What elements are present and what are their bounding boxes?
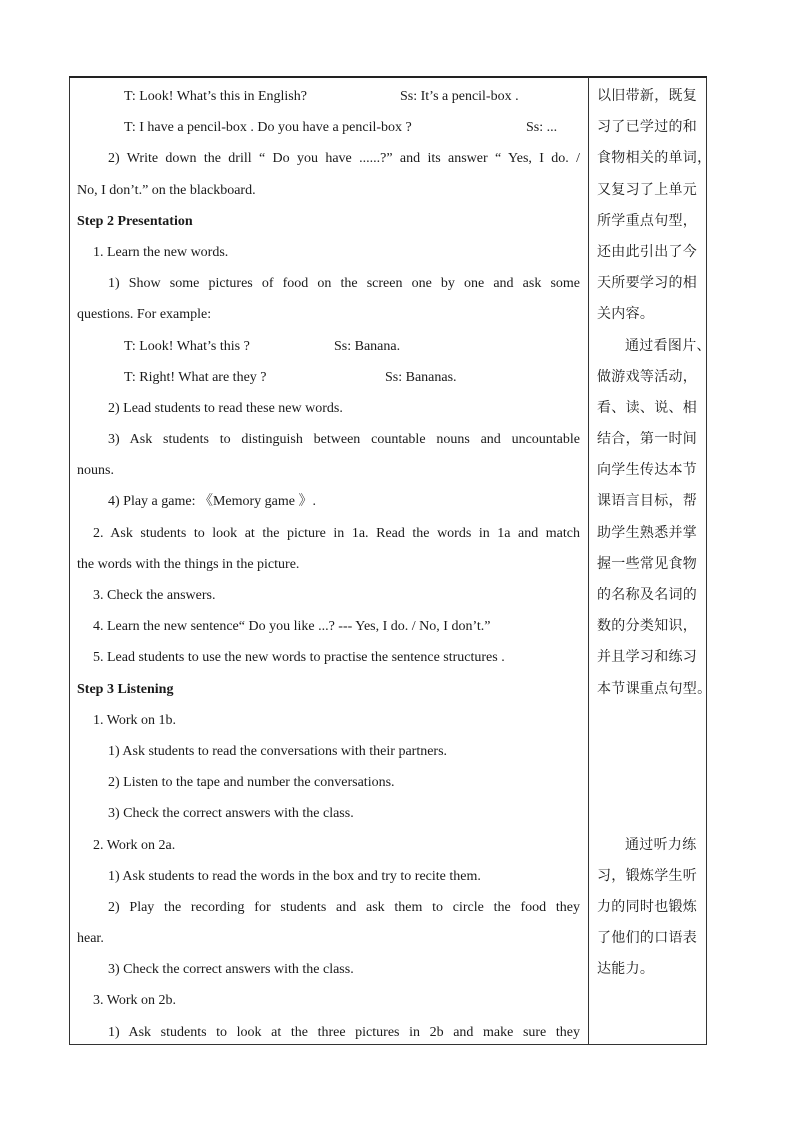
procedure-line [77,923,580,954]
procedure-line [77,455,580,486]
procedure-column [77,81,580,1048]
procedure-line [77,393,580,424]
procedure-line [77,143,580,174]
lesson-plan-table [69,76,712,1045]
procedure-line [77,611,580,642]
design-intent-line: 通过听力练 [625,836,697,853]
design-intent-line: 所学重点句型， [597,212,698,229]
design-intent-line: 还由此引出了今 [597,243,698,260]
design-intent-line: 又复习了上单元 [597,181,698,198]
procedure-line-text: T: I have a pencil-box . Do you have a pencil-box ? [124,120,412,136]
design-intent-line: 看、读、说、相 [597,399,698,416]
design-intent-line: 食物相关的单词， [597,150,712,167]
procedure-line-text: 2. Work on 2a. [93,837,176,853]
procedure-line-response: Ss: Banana. [334,338,401,354]
procedure-line [77,424,580,455]
procedure-line [77,861,580,892]
design-intent-column [597,81,712,985]
design-intent-line [597,798,703,829]
procedure-line-text: Step 2 Presentation [77,213,193,229]
procedure-line [77,674,580,705]
procedure-line-response: Ss: ... [526,120,558,136]
design-intent-line: 关内容。 [597,306,655,323]
procedure-line-text: T: Look! What’s this in English? [124,89,307,104]
procedure-line-text: 2) Lead students to read these new words. [108,400,343,416]
procedure-line-text: 3. Check the answers. [93,588,216,603]
design-intent-line: 并且学习和练习 [597,649,698,666]
design-intent-line [597,767,703,798]
design-intent-line: 天所要学习的相 [597,275,698,292]
procedure-line [77,112,580,143]
procedure-line-text: T: Right! What are they ? [124,369,267,385]
procedure-line-text: 1) Show some pictures of food on the screen one by one and ask some [108,276,580,292]
procedure-line-text: 5. Lead students to use the new words to practise the sentence structures . [93,650,505,666]
procedure-line [77,830,580,861]
procedure-line-text: 1) Ask students to read the conversations with their partners. [108,743,448,759]
procedure-line-text: 2) Listen to the tape and number the conversations. [108,775,395,791]
design-intent-line: 力的同时也锻炼 [597,898,698,915]
column-divider [588,77,589,1044]
procedure-line [77,549,580,580]
procedure-line-text: 1) Ask students to look at the three pictures in 2b and make sure they [108,1024,580,1040]
design-intent-line: 向学生传达本节 [597,462,698,479]
design-intent-line: 握一些常见食物 [597,555,698,572]
procedure-line-text: No, I don’t.” on the blackboard. [77,182,256,198]
design-intent-line: 的名称及名词的 [597,587,698,603]
design-intent-line: 达能力。 [597,961,655,978]
procedure-line [77,798,580,829]
design-intent-line: 结合，第一时间 [597,431,698,448]
procedure-line-text: T: Look! What’s this ? [124,338,250,354]
design-intent-line: 以旧带新，既复 [597,88,698,104]
design-intent-line [597,705,703,736]
procedure-line [77,892,580,923]
procedure-line-text: 1. Learn the new words. [93,244,229,260]
design-intent-line: 助学生熟悉并掌 [597,524,698,541]
procedure-line [77,1017,580,1048]
procedure-line [77,81,580,112]
procedure-line [77,206,580,237]
design-intent-line: 做游戏等活动， [597,368,698,385]
design-intent-line: 通过看图片、 [625,337,711,354]
procedure-line-text: 1) Ask students to read the words in the box and try to recite them. [108,868,481,884]
procedure-line-response: Ss: It’s a pencil-box . [400,89,519,104]
procedure-line-text: hear. [77,931,104,947]
procedure-line [77,767,580,798]
procedure-line-text: 3) Ask students to distinguish between countable nouns and uncountable [108,432,580,448]
procedure-line [77,954,580,985]
procedure-line-text: questions. For example: [77,307,212,323]
procedure-line [77,331,580,362]
design-intent-line: 了他们的口语表 [597,930,698,947]
procedure-line [77,486,580,517]
procedure-line-text: 2. Ask students to look at the picture in 1a. Read the words in 1a and match [93,525,580,541]
procedure-line [77,985,580,1016]
procedure-line [77,175,580,206]
procedure-line-text: 2) Play the recording for students and ask them to circle the food they [108,899,580,915]
table-top-border [69,76,707,78]
procedure-line-text: 2) Write down the drill “ Do you have ......?” and its answer “ Yes, I do. / [108,151,580,167]
procedure-line [77,642,580,673]
procedure-line-response: Ss: Bananas. [385,369,457,385]
procedure-line-text: 3) Check the correct answers with the class. [108,962,354,978]
design-intent-line: 本节课重点句型。 [597,680,712,697]
design-intent-line: 习了已学过的和 [597,119,698,136]
procedure-line-text: Step 3 Listening [77,681,174,697]
design-intent-line [597,736,703,767]
procedure-line [77,518,580,549]
procedure-line-text: 1. Work on 1b. [93,712,177,728]
procedure-line [77,237,580,268]
procedure-line-text: nouns. [77,463,114,479]
design-intent-line: 习，锻炼学生听 [597,867,698,884]
procedure-line-text: 3) Check the correct answers with the class. [108,806,354,822]
procedure-line-text: 4. Learn the new sentence“ Do you like ...? --- Yes, I do. / No, I don’t.” [93,619,491,635]
procedure-line [77,268,580,299]
design-intent-line: 课语言目标，帮 [597,493,698,510]
procedure-line-text: 4) Play a game: 《Memory game 》. [108,494,317,510]
procedure-line [77,705,580,736]
procedure-line [77,362,580,393]
procedure-line [77,299,580,330]
procedure-line-text: 3. Work on 2b. [93,993,177,1009]
procedure-line [77,580,580,611]
procedure-line-text: the words with the things in the picture. [77,556,300,572]
procedure-line [77,736,580,767]
design-intent-line: 数的分类知识， [597,618,698,635]
